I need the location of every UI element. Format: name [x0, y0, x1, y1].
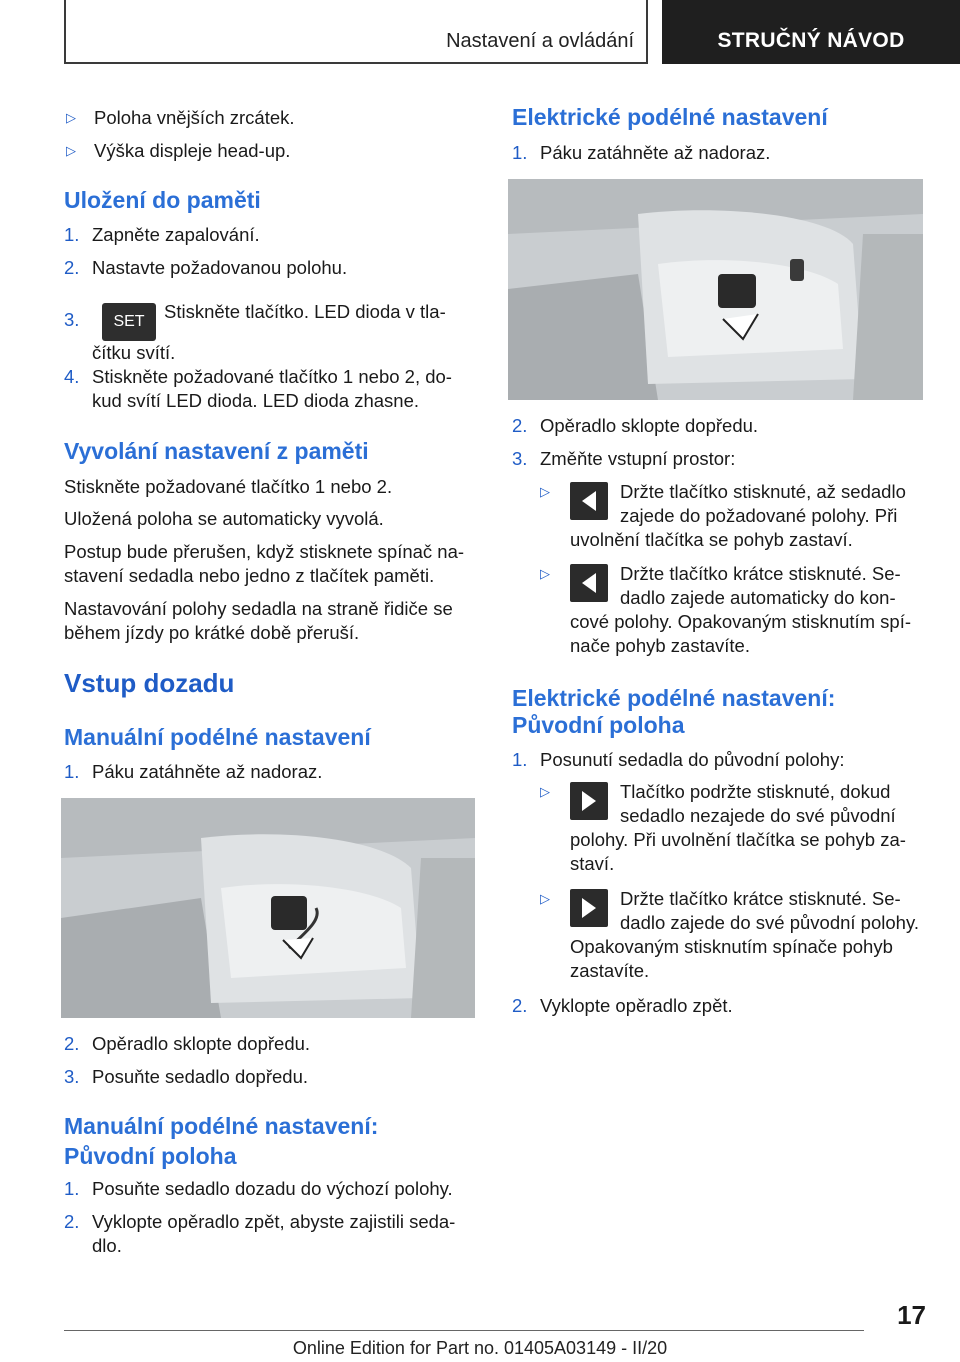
- list-item: ▷ Držte tlačítko stisknuté, až sedadlo zajede do požadované polohy. Při uvolnění tlačítka se pohyb zastaví.: [540, 481, 906, 550]
- triangle-bullet-icon: ▷: [540, 891, 550, 906]
- list-item: ▷ Tlačítko podržte stisknuté, dokud sedadlo nezajede do své původní polohy. Při uvolnění tlačítka se pohyb za- staví.: [540, 781, 906, 874]
- triangle-bullet-icon: ▷: [66, 143, 76, 158]
- section-tab[interactable]: STRUČNÝ NÁVOD: [662, 0, 960, 64]
- paragraph: Nastavování polohy sedadla na straně řidiče se během jízdy po krátké době přeruší.: [64, 598, 453, 643]
- paragraph: Uložená poloha se automaticky vyvolá.: [64, 508, 384, 529]
- manual-original-heading: Manuální podélné nastavení: Původní poloha: [64, 1113, 379, 1169]
- seat-lever-photo: [61, 798, 475, 1018]
- electric-heading: Elektrické podélné nastavení: [512, 104, 828, 130]
- paragraph: Stiskněte požadované tlačítko 1 nebo 2.: [64, 476, 393, 497]
- page-number: 17: [897, 1300, 926, 1330]
- electric-original-heading: Elektrické podélné nastavení:: [512, 685, 836, 711]
- rear-access-heading: Vstup dozadu: [64, 668, 235, 698]
- arrow-left-icon: [570, 564, 608, 602]
- list-item: ▷ Držte tlačítko krátce stisknuté. Se- dadlo zajede automaticky do kon- cové polohy. Opakovaným stisknutím spí- nače pohyb zastavíte.: [540, 563, 912, 656]
- arrow-left-icon: [570, 482, 608, 520]
- footer-divider: [64, 1330, 864, 1331]
- edition-note: Online Edition for Part no. 01405A03149 - II/20: [292, 1338, 668, 1358]
- recall-heading: Vyvolání nastavení z paměti: [64, 438, 369, 464]
- triangle-bullet-icon: ▷: [540, 784, 550, 799]
- header-frame: [64, 0, 648, 64]
- manual-heading: Manuální podélné nastavení: [64, 724, 371, 750]
- seat-lever-photo: [508, 179, 923, 400]
- section-title: Nastavení a ovládání: [446, 30, 634, 52]
- arrow-right-icon: [570, 782, 608, 820]
- arrow-right-icon: [570, 889, 608, 927]
- triangle-bullet-icon: ▷: [540, 484, 550, 499]
- electric-original-heading-line2: Původní poloha: [512, 712, 685, 738]
- triangle-bullet-icon: ▷: [540, 566, 550, 581]
- set-button-icon: SET: [102, 303, 156, 341]
- list-item: ▷ Držte tlačítko krátce stisknuté. Se- dadlo zajede do své původní polohy. Opakovaným stisknutím spínače pohyb zastavíte.: [540, 888, 919, 981]
- triangle-bullet-icon: ▷: [66, 110, 76, 125]
- paragraph: Postup bude přerušen, když stisknete spínač na-stavení sedadla nebo jedno z tlačítek paměti.: [64, 541, 465, 586]
- memory-heading: Uložení do paměti: [64, 187, 261, 213]
